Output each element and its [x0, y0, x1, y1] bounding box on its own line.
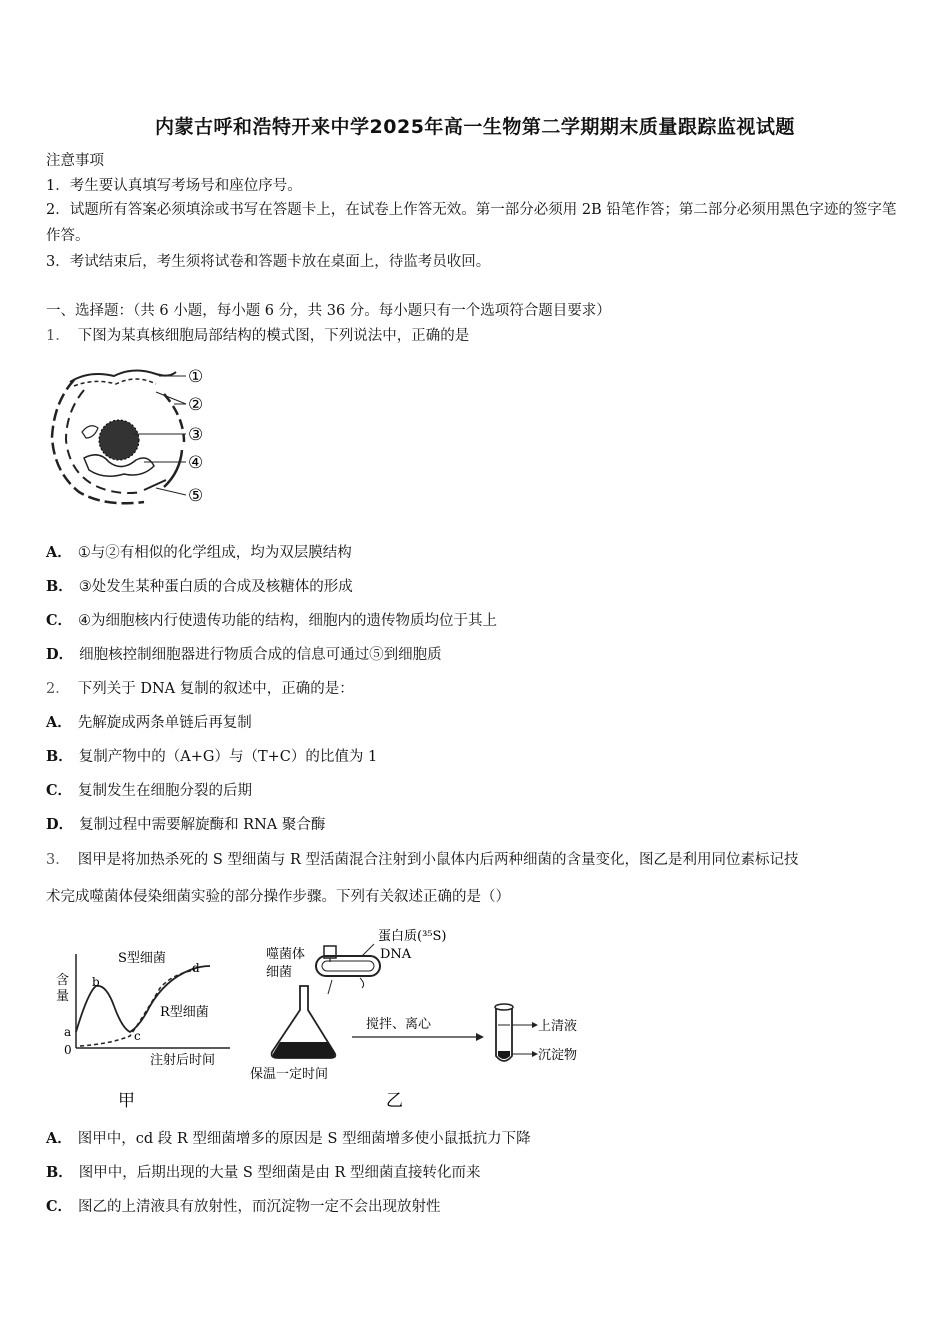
- s-label: S型细菌: [118, 951, 166, 966]
- section-heading: 一、选择题：（共 6 小题，每小题 6 分，共 36 分。每小题只有一个选项符合题目要求）: [46, 303, 611, 319]
- sediment-label: 沉淀物: [538, 1048, 578, 1063]
- notice-item-1: 1．考生要认真填写考场号和座位序号。: [46, 178, 302, 194]
- protein-label: 蛋白质(³⁵S): [378, 929, 447, 944]
- phage-label: 噬菌体: [266, 947, 306, 962]
- label-4: ④: [188, 453, 204, 473]
- question-text: 下图为某真核细胞局部结构的模式图，下列说法中，正确的是: [77, 328, 470, 344]
- question-number: 2．: [46, 681, 70, 697]
- label-3: ③: [188, 425, 204, 445]
- step-label: 搅拌、离心: [366, 1017, 432, 1032]
- question-text: 图甲是将加热杀死的 S 型细菌与 R 型活菌混合注射到小鼠体内后两种细菌的含量变化，图乙是利用同位素标记技: [77, 852, 799, 868]
- page-title: 内蒙古呼和浩特开来中学2025年高一生物第二学期期末质量跟踪监视试题: [155, 116, 795, 138]
- q3-option-c: C． 图乙的上清液具有放射性，而沉淀物一定不会出现放射性: [46, 1198, 441, 1215]
- dna-label: DNA: [380, 947, 412, 962]
- keep-label: 保温一定时间: [250, 1067, 329, 1082]
- question-number: 3．: [46, 852, 70, 868]
- q2-option-a: A． 先解旋成两条单链后再复制: [46, 714, 252, 731]
- question-1-stem: [46, 326, 469, 346]
- question-2-stem: [46, 679, 354, 699]
- q3-option-b: B． 图甲中，后期出现的大量 S 型细菌是由 R 型细菌直接转化而来: [46, 1164, 481, 1181]
- origin-label: 0: [64, 1043, 72, 1057]
- notice-heading: 注意事项: [46, 153, 104, 169]
- r-label: R型细菌: [160, 1005, 209, 1020]
- cell-nucleus-figure: [44, 362, 214, 512]
- notice-item-3: 3．考试结束后，考生须将试卷和答题卡放在桌面上，待监考员收回。: [46, 254, 491, 270]
- figure-yi: [248, 924, 598, 1114]
- bacterium-shape: [316, 956, 380, 976]
- envelope-right-lower: [164, 450, 182, 487]
- notice-item-2: 2．试题所有答案必须填涂或书写在答题卡上，在试卷上作答无效。第一部分必须用 2B 铅笔作答；第二部分必须用黑色字迹的签字笔作答。: [46, 202, 897, 244]
- question-3-stem-line1: [46, 850, 799, 870]
- figure-caption-yi: 乙: [386, 1091, 403, 1111]
- point-c: c: [134, 1029, 141, 1043]
- question-text: 下列关于 DNA 复制的叙述中，正确的是：: [77, 681, 354, 697]
- q2-option-b: B． 复制产物中的（A+G）与（T+C）的比值为 1: [46, 748, 378, 765]
- q3-option-a: A． 图甲中，cd 段 R 型细菌增多的原因是 S 型细菌增多使小鼠抵抗力下降: [46, 1130, 531, 1147]
- chromatin-small: [82, 426, 98, 438]
- label-2: ②: [188, 395, 204, 415]
- y-label-2: 量: [56, 989, 70, 1004]
- er-ribosomes: [74, 379, 156, 386]
- envelope-right: [164, 394, 184, 442]
- q1-option-c: C． ④为细胞核内行使遗传功能的结构，细胞内的遗传物质均位于其上: [46, 612, 498, 629]
- figure-caption-jia: 甲: [118, 1091, 135, 1111]
- q2-option-d: D． 复制过程中需要解旋酶和 RNA 聚合酶: [46, 816, 326, 833]
- point-a: a: [64, 1025, 72, 1039]
- q1-option-a: A． ①与②有相似的化学组成，均为双层膜结构: [46, 544, 352, 561]
- point-d: d: [192, 961, 200, 975]
- x-label: 注射后时间: [150, 1053, 216, 1068]
- figure-jia: [50, 944, 240, 1114]
- y-label-1: 含: [56, 973, 70, 988]
- point-b: b: [92, 975, 100, 989]
- supernatant-label: 上清液: [538, 1019, 578, 1034]
- q1-option-d: D． 细胞核控制细胞器进行物质合成的信息可通过⑤到细胞质: [46, 646, 442, 663]
- bacteria-label: 细菌: [266, 965, 293, 980]
- q2-option-c: C． 复制发生在细胞分裂的后期: [46, 782, 253, 799]
- label-1: ①: [188, 367, 204, 387]
- q1-option-b: B． ③处发生某种蛋白质的合成及核糖体的形成: [46, 578, 353, 595]
- question-number: 1．: [46, 328, 70, 344]
- nuclear-pore: [144, 480, 166, 490]
- label-5: ⑤: [188, 486, 204, 506]
- question-3-stem-line2: 术完成噬菌体侵染细菌实验的部分操作步骤。下列有关叙述正确的是（）: [46, 889, 510, 905]
- flask-liquid: [273, 1042, 335, 1058]
